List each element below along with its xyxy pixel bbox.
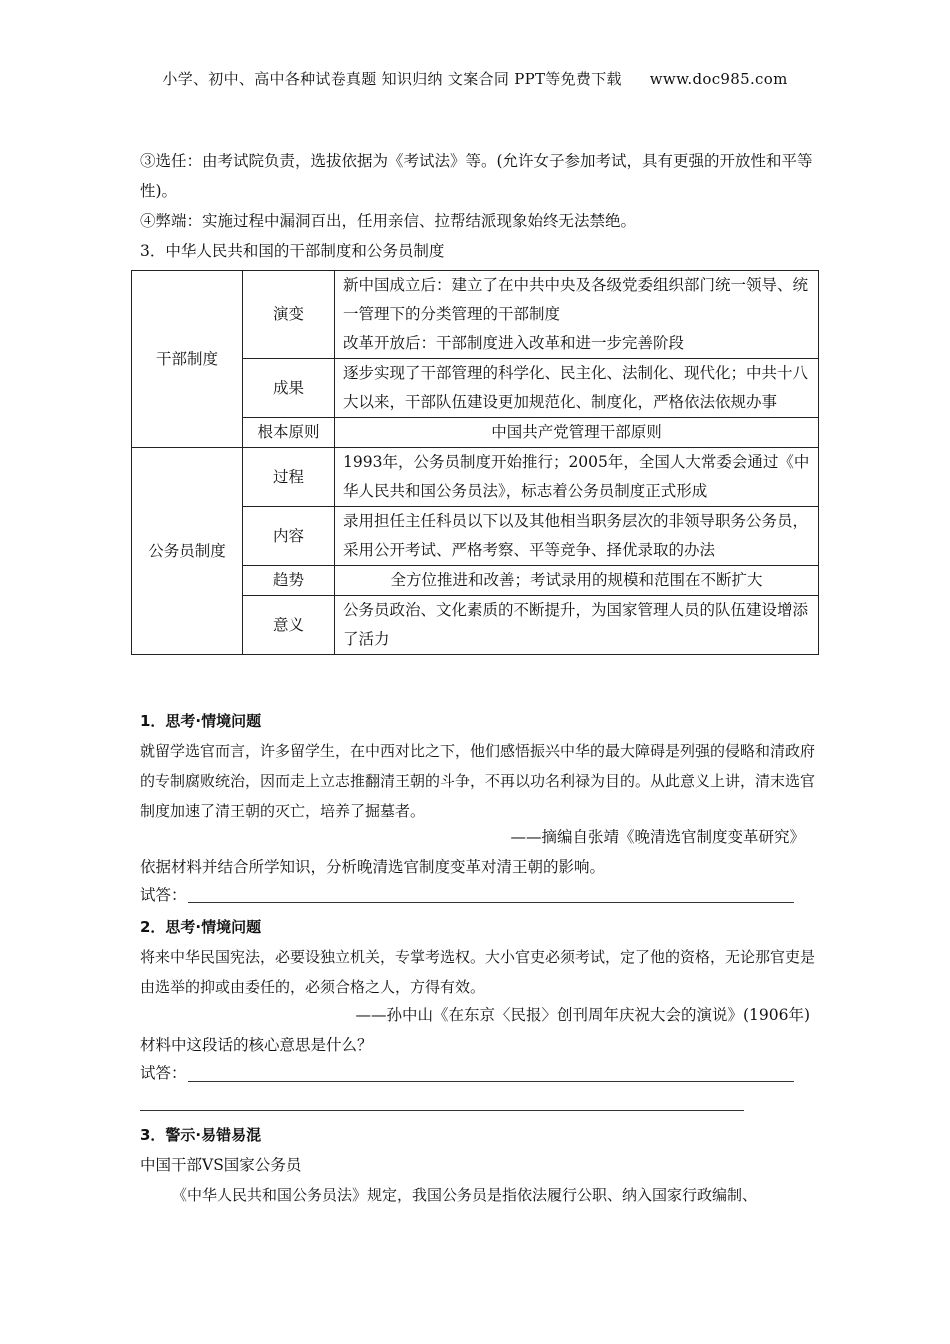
cadre-evolution-line-2: 改革开放后：干部制度进入改革和进一步完善阶段 bbox=[343, 334, 685, 352]
cadre-evolution-line-1: 新中国成立后：建立了在中共中央及各级党委组织部门统一领导、统一管理下的分类管理的干部制度 bbox=[343, 276, 809, 323]
cadre-key-achievement: 成果 bbox=[243, 359, 335, 418]
q3-title: 3．警示·易错易混 bbox=[140, 1126, 262, 1144]
civil-key-content: 内容 bbox=[243, 507, 335, 566]
section-title: 3．中华人民共和国的干部制度和公务员制度 bbox=[140, 242, 445, 260]
cadre-category: 干部制度 bbox=[132, 271, 243, 448]
q1-answer-label: 试答： bbox=[140, 886, 187, 904]
civil-key-process: 过程 bbox=[243, 448, 335, 507]
civil-key-trend: 趋势 bbox=[243, 566, 335, 596]
civil-value-trend: 全方位推进和改善；考试录用的规模和范围在不断扩大 bbox=[335, 566, 819, 596]
civil-value-process: 1993年，公务员制度开始推行；2005年，全国人大常委会通过《中华人民共和国公务员法》，标志着公务员制度正式形成 bbox=[335, 448, 819, 507]
q2-title: 2．思考·情境问题 bbox=[140, 918, 262, 936]
q1-question: 依据材料并结合所学知识，分析晚清选官制度变革对清王朝的影响。 bbox=[140, 858, 606, 876]
cadre-civil-servant-table bbox=[131, 270, 819, 655]
q2-question: 材料中这段话的核心意思是什么？ bbox=[140, 1036, 373, 1054]
q2-material: 将来中华民国宪法，必要设独立机关，专掌考选权。大小官吏必须考试，定了他的资格，无论那官吏是由选举的抑或由委任的，必须合格之人，方得有效。 bbox=[140, 948, 816, 996]
q1-source: ——摘编自张靖《晚清选官制度变革研究》 bbox=[510, 828, 805, 846]
cadre-key-evolution: 演变 bbox=[243, 271, 335, 359]
intro-item-3: ③选任：由考试院负责，选拔依据为《考试法》等。(允许女子参加考试，具有更强的开放性和平等性)。 bbox=[140, 152, 813, 200]
cadre-value-evolution bbox=[335, 271, 819, 359]
intro-item-4: ④弊端：实施过程中漏洞百出，任用亲信、拉帮结派现象始终无法禁绝。 bbox=[140, 212, 637, 230]
header-url[interactable]: www.doc985.com bbox=[649, 70, 788, 88]
q2-source: ——孙中山《在东京〈民报〉创刊周年庆祝大会的演说》(1906年) bbox=[355, 1006, 810, 1024]
q1-answer-line[interactable] bbox=[188, 902, 794, 903]
civil-category: 公务员制度 bbox=[132, 448, 243, 655]
q2-answer-line-2[interactable] bbox=[140, 1110, 744, 1111]
q2-answer-label: 试答： bbox=[140, 1064, 187, 1082]
cadre-value-principle: 中国共产党管理干部原则 bbox=[335, 418, 819, 448]
civil-value-content: 录用担任主任科员以下以及其他相当职务层次的非领导职务公务员，采用公开考试、严格考察、平等竞争、择优录取的办法 bbox=[335, 507, 819, 566]
q3-subtitle: 中国干部VS国家公务员 bbox=[140, 1156, 302, 1174]
page-header bbox=[0, 68, 950, 89]
cadre-value-achievement: 逐步实现了干部管理的科学化、民主化、法制化、现代化；中共十八大以来，干部队伍建设更加规范化、制度化，严格依法依规办事 bbox=[335, 359, 819, 418]
civil-value-significance: 公务员政治、文化素质的不断提升，为国家管理人员的队伍建设增添了活力 bbox=[335, 596, 819, 655]
q3-text: 《中华人民共和国公务员法》规定，我国公务员是指依法履行公职、纳入国家行政编制、 bbox=[172, 1186, 758, 1204]
header-text: 小学、初中、高中各种试卷真题 知识归纳 文案合同 PPT等免费下载 bbox=[162, 70, 622, 88]
q1-material: 就留学选官而言，许多留学生，在中西对比之下，他们感悟振兴中华的最大障碍是列强的侵略和清政府的专制腐败统治，因而走上立志推翻清王朝的斗争，不再以功名利禄为目的。从此意义上讲，清末选官制度加速了清王朝的灭亡，培养了掘墓者。 bbox=[140, 742, 816, 820]
civil-key-significance: 意义 bbox=[243, 596, 335, 655]
q1-title: 1．思考·情境问题 bbox=[140, 712, 262, 730]
q2-answer-line-1[interactable] bbox=[188, 1081, 794, 1082]
cadre-key-principle: 根本原则 bbox=[243, 418, 335, 448]
